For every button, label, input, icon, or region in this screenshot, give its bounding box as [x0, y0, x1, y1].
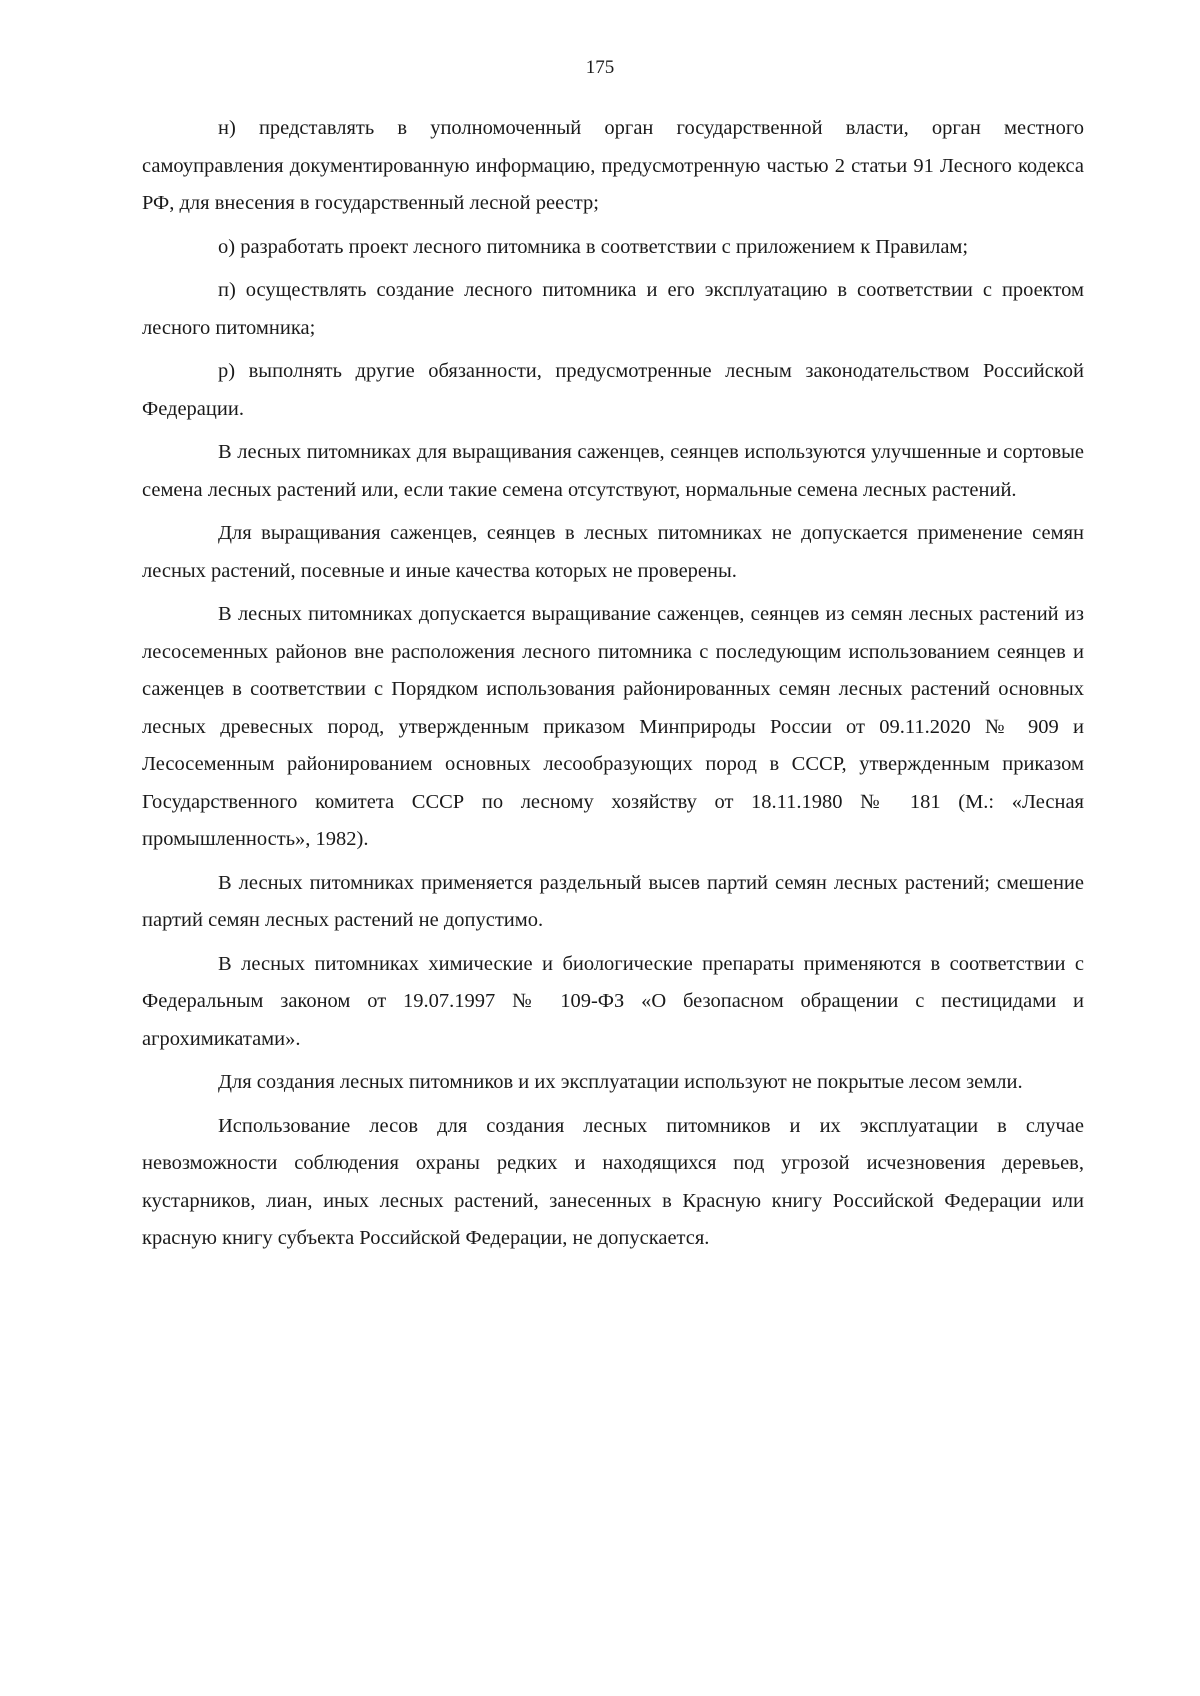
paragraph-red-book: Использование лесов для создания лесных питомников и их эксплуатации в случае невозможности соблюдения охраны редких и находящихся под угрозой исчезновения деревьев, кустарников, лиан, иных лесных растений, занесенных в Красную книгу Российской Федерации или красную книгу субъекта Российской Федерации, не допускается. [142, 1114, 1084, 1249]
page-number: 175 [585, 57, 615, 78]
paragraph-seeds-quality: В лесных питомниках для выращивания саженцев, сеянцев используются улучшенные и сортовые семена лесных растений или, если такие семена отсутствуют, нормальные семена лесных растений. [142, 441, 1084, 501]
paragraph-item-p: п) осуществлять создание лесного питомника и его эксплуатацию в соответствии с проектом лесного питомника; [142, 279, 1084, 339]
paragraph-item-n: н) представлять в уполномоченный орган государственной власти, орган местного самоуправления документированную информацию, предусмотренную частью 2 статьи 91 Лесного кодекса РФ, для внесения в государственный лесной реестр; [142, 117, 1084, 214]
paragraph-land-use: Для создания лесных питомников и их эксплуатации используют не покрытые лесом земли. [218, 1071, 1023, 1093]
paragraph-separate-sowing: В лесных питомниках применяется раздельный высев партий семян лесных растений; смешение партий семян лесных растений не допустимо. [142, 871, 1084, 931]
paragraph-item-o: о) разработать проект лесного питомника в соответствии с приложением к Правилам; [218, 235, 969, 258]
paragraph-item-r: р) выполнять другие обязанности, предусмотренные лесным законодательством Российской Федерации. [142, 360, 1084, 420]
document-body [142, 110, 1084, 1264]
paragraph-chemicals: В лесных питомниках химические и биологические препараты применяются в соответствии с Федеральным законом от 19.07.1997 № 109-ФЗ «О безопасном обращении с пестицидами и агрохимикатами». [142, 952, 1084, 1050]
paragraph-unchecked-seeds: Для выращивания саженцев, сеянцев в лесных питомниках не допускается применение семян лесных растений, посевные и иные качества которых не проверены. [142, 522, 1084, 582]
paragraph-seed-regions: В лесных питомниках допускается выращивание саженцев, сеянцев из семян лесных растений из лесосеменных районов вне расположения лесного питомника с последующим использованием сеянцев и саженцев в соответствии с Порядком использования районированных семян лесных растений основных лесных древесных пород, утвержденным приказом Минприроды России от 09.11.2020 № 909 и Лесосеменным районированием основных лесообразующих пород в СССР, утвержденным приказом Государственного комитета СССР по лесному хозяйству от 18.11.1980 № 181 (М.: «Лесная промышленность», 1982). [142, 603, 1084, 850]
